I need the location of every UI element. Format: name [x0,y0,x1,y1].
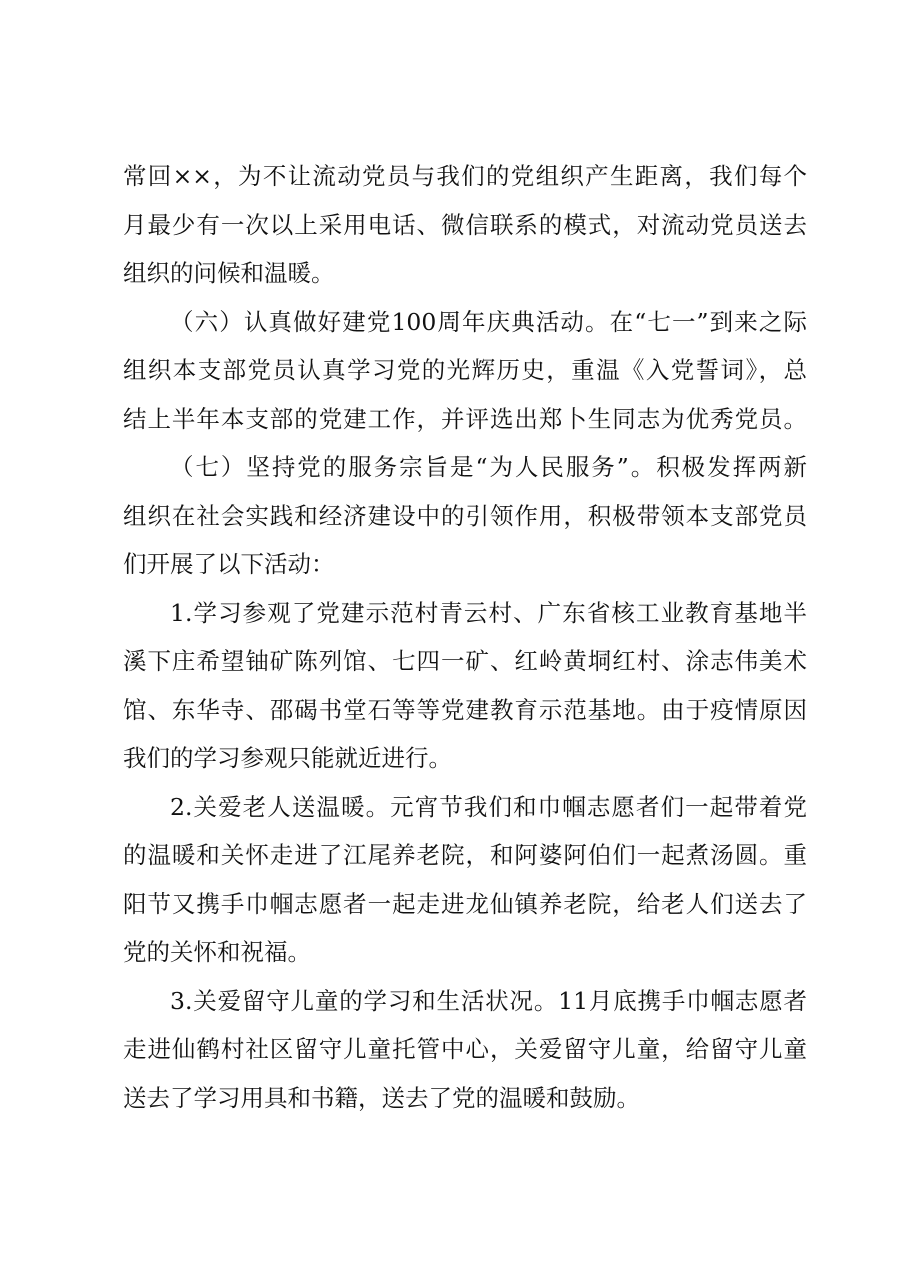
text-line: 溪下庄希望铀矿陈列馆、七四一矿、红岭黄垌红村、涂志伟美术 [123,647,807,675]
text-line: 馆、东华寺、邵碣书堂石等等党建教育示范基地。由于疫情原因 [123,695,807,724]
paragraph-item-2 [123,783,807,977]
text-line: 组织的问候和温暖。 [123,259,335,287]
text-line: 走进仙鹤村社区留守儿童托管中心，关爱留守儿童，给留守儿童 [123,1035,807,1063]
text-line: 常回××，为不让流动党员与我们的党组织产生距离，我们每个 [123,162,807,190]
paragraph-section-six [123,298,807,444]
text-line: 们开展了以下活动： [123,550,335,578]
text-line: 我们的学习参观只能就近进行。 [123,744,452,772]
text-line: 3.关爱留守儿童的学习和生活状况。11月底携手巾帼志愿者 [170,986,807,1015]
text-line: 送去了学习用具和书籍，送去了党的温暖和鼓励。 [123,1083,640,1112]
text-line: 1.学习参观了党建示范村青云村、广东省核工业教育基地半 [170,598,807,627]
text-line: 阳节又携手巾帼志愿者一起走进龙仙镇养老院，给老人们送去了 [123,889,807,918]
text-line: 2.关爱老人送温暖。元宵节我们和巾帼志愿者们一起带着党 [170,792,807,821]
text-line: 月最少有一次以上采用电话、微信联系的模式，对流动党员送去 [123,210,807,239]
paragraph-flow-members [123,152,807,298]
text-line: （七）坚持党的服务宗旨是“为人民服务”。积极发挥两新 [170,453,807,481]
text-line: 组织在社会实践和经济建设中的引领作用，积极带领本支部党员 [123,501,807,530]
text-line: （六）认真做好建党100周年庆典活动。在“七一”到来之际 [170,307,807,336]
paragraph-item-3 [123,977,807,1123]
paragraph-section-seven [123,443,807,589]
text-line: 结上半年本支部的党建工作，并评选出郑卜生同志为优秀党员。 [123,404,807,433]
text-line: 党的关怀和祝福。 [123,938,311,966]
paragraph-item-1 [123,589,807,783]
text-line: 的温暖和关怀走进了江尾养老院，和阿婆阿伯们一起煮汤圆。重 [123,841,807,869]
document-body [123,152,807,1122]
text-line: 组织本支部党员认真学习党的光辉历史，重温《入党誓词》，总 [123,356,807,384]
